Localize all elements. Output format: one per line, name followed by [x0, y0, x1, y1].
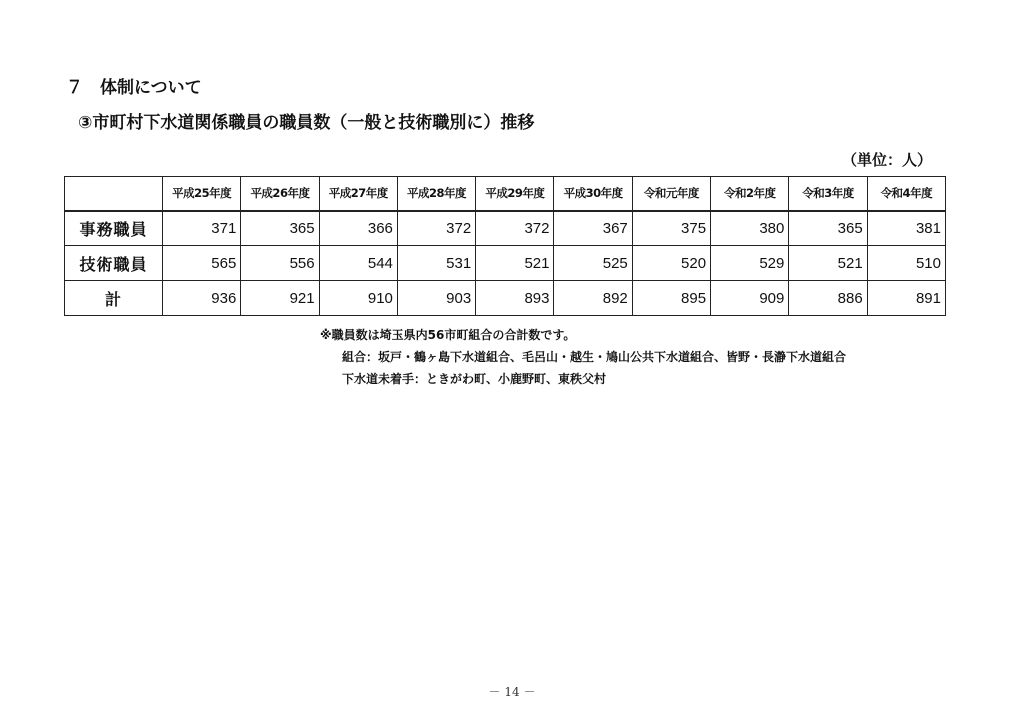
- table-cell: 367: [554, 211, 632, 246]
- table-cell: 910: [319, 281, 397, 316]
- table-header-row: [65, 177, 946, 211]
- column-header: 平成28年度: [397, 177, 475, 211]
- footnote-main: ※職員数は埼玉県内56市町組合の合計数です。: [320, 328, 576, 342]
- table-cell: 375: [632, 211, 710, 246]
- table-cell: 531: [397, 246, 475, 281]
- table-title: ③市町村下水道関係職員の職員数（一般と技術職別に）推移: [78, 113, 535, 133]
- table-cell: 886: [789, 281, 867, 316]
- column-header: 平成25年度: [163, 177, 241, 211]
- table-cell: 892: [554, 281, 632, 316]
- table-cell: 936: [163, 281, 241, 316]
- table-cell: 525: [554, 246, 632, 281]
- table-cell: 556: [241, 246, 319, 281]
- column-header: 平成26年度: [241, 177, 319, 211]
- table-cell: 510: [867, 246, 945, 281]
- table-cell: 371: [163, 211, 241, 246]
- table-corner-cell: [65, 177, 163, 211]
- table-cell: 372: [397, 211, 475, 246]
- row-label: 計: [65, 281, 163, 316]
- table-cell: 365: [241, 211, 319, 246]
- table-row: [65, 246, 946, 281]
- table-row-total: [65, 281, 946, 316]
- table-cell: 372: [476, 211, 554, 246]
- column-header: 平成30年度: [554, 177, 632, 211]
- column-header: 平成27年度: [319, 177, 397, 211]
- footnote-kumiai: 組合：坂戸・鶴ヶ島下水道組合、毛呂山・越生・鳩山公共下水道組合、皆野・長瀞下水道組合: [342, 350, 847, 364]
- table-cell: 520: [632, 246, 710, 281]
- page-number: － 14 －: [488, 685, 536, 699]
- section-heading: ７ 体制について: [66, 78, 202, 98]
- table-cell: 521: [476, 246, 554, 281]
- column-header: 令和4年度: [867, 177, 945, 211]
- table-cell: 529: [711, 246, 789, 281]
- table-cell: 544: [319, 246, 397, 281]
- column-header: 令和2年度: [711, 177, 789, 211]
- table-cell: 903: [397, 281, 475, 316]
- column-header: 令和3年度: [789, 177, 867, 211]
- row-label: 技術職員: [65, 246, 163, 281]
- footnotes: [320, 324, 846, 390]
- column-header: 平成29年度: [476, 177, 554, 211]
- table-cell: 365: [789, 211, 867, 246]
- staff-count-table: [64, 176, 946, 316]
- unit-note: （単位：人）: [841, 151, 932, 169]
- column-header: 令和元年度: [632, 177, 710, 211]
- row-label: 事務職員: [65, 211, 163, 246]
- table-cell: 521: [789, 246, 867, 281]
- table-row: [65, 211, 946, 246]
- footnote-mitchakushu: 下水道未着手：ときがわ町、小鹿野町、東秩父村: [342, 372, 607, 386]
- table-cell: 381: [867, 211, 945, 246]
- table-cell: 565: [163, 246, 241, 281]
- table-cell: 909: [711, 281, 789, 316]
- table-cell: 891: [867, 281, 945, 316]
- table-cell: 366: [319, 211, 397, 246]
- table-cell: 380: [711, 211, 789, 246]
- table-cell: 895: [632, 281, 710, 316]
- table-cell: 921: [241, 281, 319, 316]
- table-cell: 893: [476, 281, 554, 316]
